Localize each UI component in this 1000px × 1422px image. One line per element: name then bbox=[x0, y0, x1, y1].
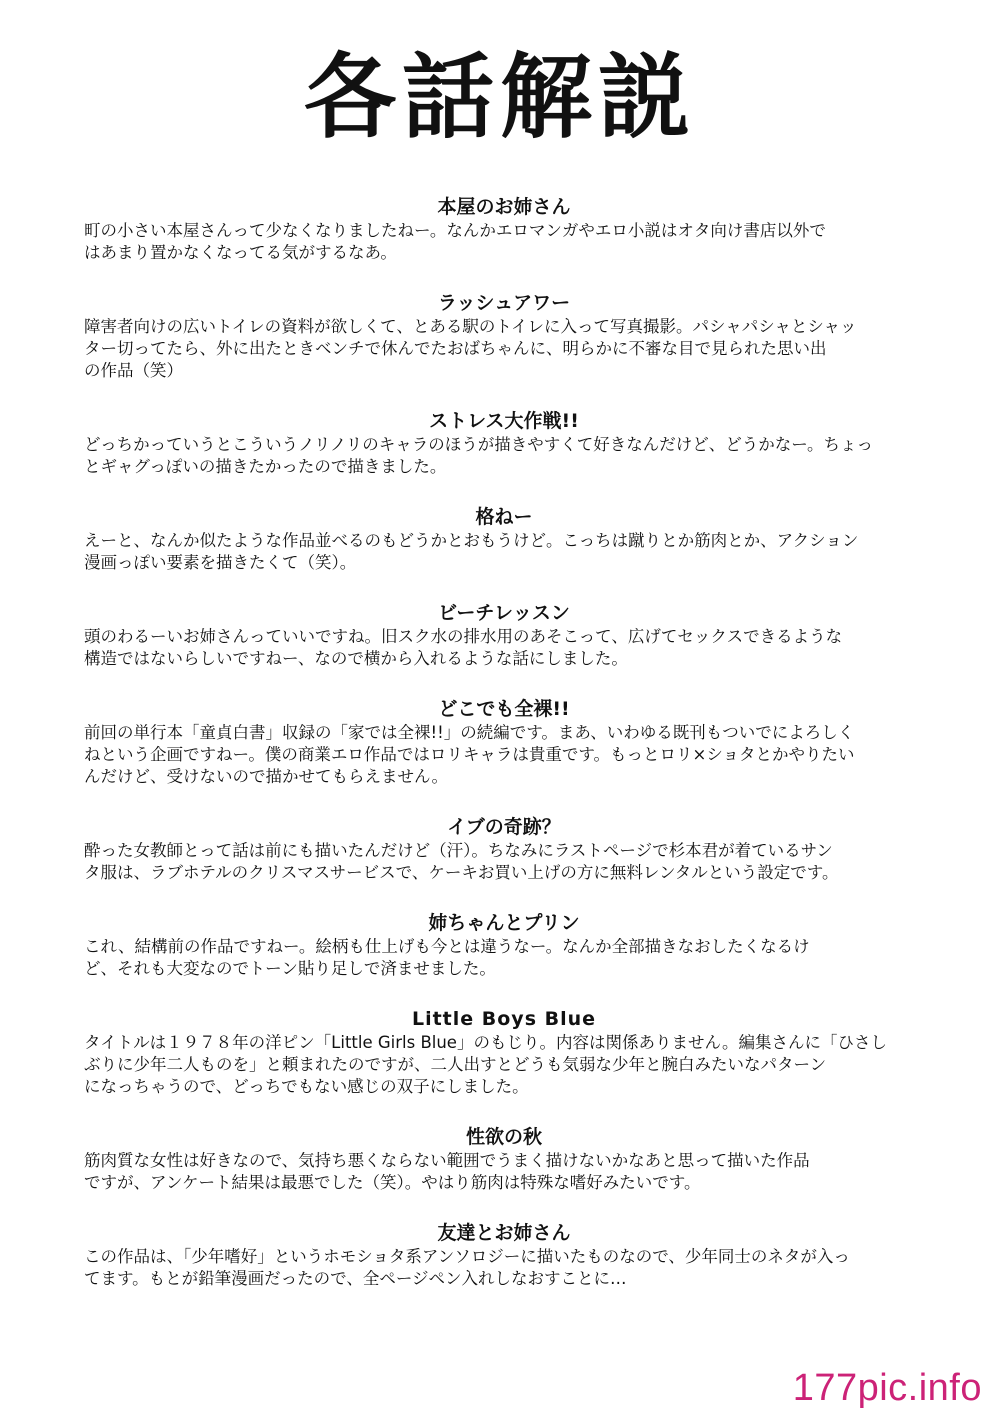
section-heading: 友達とお姉さん bbox=[437, 1222, 571, 1244]
section-item bbox=[84, 698, 924, 788]
section-item bbox=[84, 506, 924, 574]
section-item bbox=[84, 1126, 924, 1194]
section-heading: ラッシュアワー bbox=[437, 292, 571, 314]
section-body: 町の小さい本屋さんって少なくなりましたねー。なんかエロマンガやエロ小説はオタ向け書店以外で はあまり置かなくなってる気がするなあ。 bbox=[84, 221, 826, 262]
section-heading: 格ねー bbox=[475, 506, 533, 528]
section-heading: 性欲の秋 bbox=[465, 1126, 542, 1148]
page-title: 各話解説 bbox=[303, 44, 696, 151]
section-heading: イブの奇跡？ bbox=[447, 816, 561, 838]
section-item bbox=[84, 1222, 924, 1290]
section-heading: 本屋のお姉さん bbox=[437, 196, 571, 218]
section-heading: どこでも全裸!! bbox=[438, 698, 570, 720]
section-heading: 姉ちゃんとプリン bbox=[428, 912, 580, 934]
section-body: 酔った女教師とって話は前にも描いたんだけど（汗）。ちなみにラストページで杉本君が着ているサン タ服は、ラブホテルのクリスマスサービスで、ケーキお買い上げの方に無料レンタルという設定です。 bbox=[84, 841, 839, 882]
section-heading: ストレス大作戦!! bbox=[429, 410, 579, 432]
section-item bbox=[84, 410, 924, 478]
section-body: どっちかっていうとこういうノリノリのキャラのほうが描きやすくて好きなんだけど、どうかなー。ちょっ とギャグっぽいの描きたかったので描きました。 bbox=[84, 435, 874, 476]
section-body: タイトルは１９７８年の洋ピン「Little Girls Blue」のもじり。内容は関係ありません。編集さんに「ひさし ぶりに少年二人ものを」と頼まれたのですが、二人出すとどうも気弱な少年と腕白みたいなパターン になっちゃうので、どっちでもない感じの双子にしました。 bbox=[84, 1033, 887, 1096]
section-body: 障害者向けの広いトイレの資料が欲しくて、とある駅のトイレに入って写真撮影。パシャパシャとシャッ ター切ってたら、外に出たときベンチで休んでたおばちゃんに、明らかに不審な目で見られた思い出 の作品（笑） bbox=[84, 317, 857, 380]
section-list bbox=[84, 196, 924, 1318]
section-heading: ビーチレッスン bbox=[438, 602, 570, 624]
section-item bbox=[84, 1008, 924, 1098]
section-item bbox=[84, 196, 924, 264]
section-body: この作品は、「少年嗜好」というホモショタ系アンソロジーに描いたものなので、少年同士のネタが入っ てます。もとが鉛筆漫画だったので、全ページペン入れしなおすことに… bbox=[84, 1247, 850, 1288]
section-item bbox=[84, 816, 924, 884]
section-body: 頭のわるーいお姉さんっていいですね。旧スク水の排水用のあそこって、広げてセックスできるような 構造ではないらしいですねー、なので横から入れるような話にしました。 bbox=[84, 627, 843, 668]
section-heading: Little Boys Blue bbox=[411, 1008, 597, 1030]
section-body: えーと、なんか似たような作品並べるのもどうかとおもうけど。こっちは蹴りとか筋肉とか、アクション 漫画っぽい要素を描きたくて（笑）。 bbox=[84, 531, 859, 572]
watermark: 177pic.info bbox=[792, 1367, 982, 1409]
section-item bbox=[84, 912, 924, 980]
section-body: 筋肉質な女性は好きなので、気持ち悪くならない範囲でうまく描けないかなあと思って描いた作品 ですが、アンケート結果は最悪でした（笑）。やはり筋肉は特殊な嗜好みたいです。 bbox=[84, 1151, 810, 1192]
section-item bbox=[84, 292, 924, 382]
section-item bbox=[84, 602, 924, 670]
section-body: 前回の単行本「童貞白書」収録の「家では全裸!!」の続編です。まあ、いわゆる既刊もついでによろしく ねという企画ですねー。僕の商業エロ作品ではロリキャラは貴重です。もっとロリ×ショタとかやりたい んだけど、受けないので描かせてもらえません。 bbox=[84, 723, 855, 786]
section-body: これ、結構前の作品ですねー。絵柄も仕上げも今とは違うなー。なんか全部描きなおしたくなるけ ど、それも大変なのでトーン貼り足しで済ませました。 bbox=[84, 937, 810, 978]
